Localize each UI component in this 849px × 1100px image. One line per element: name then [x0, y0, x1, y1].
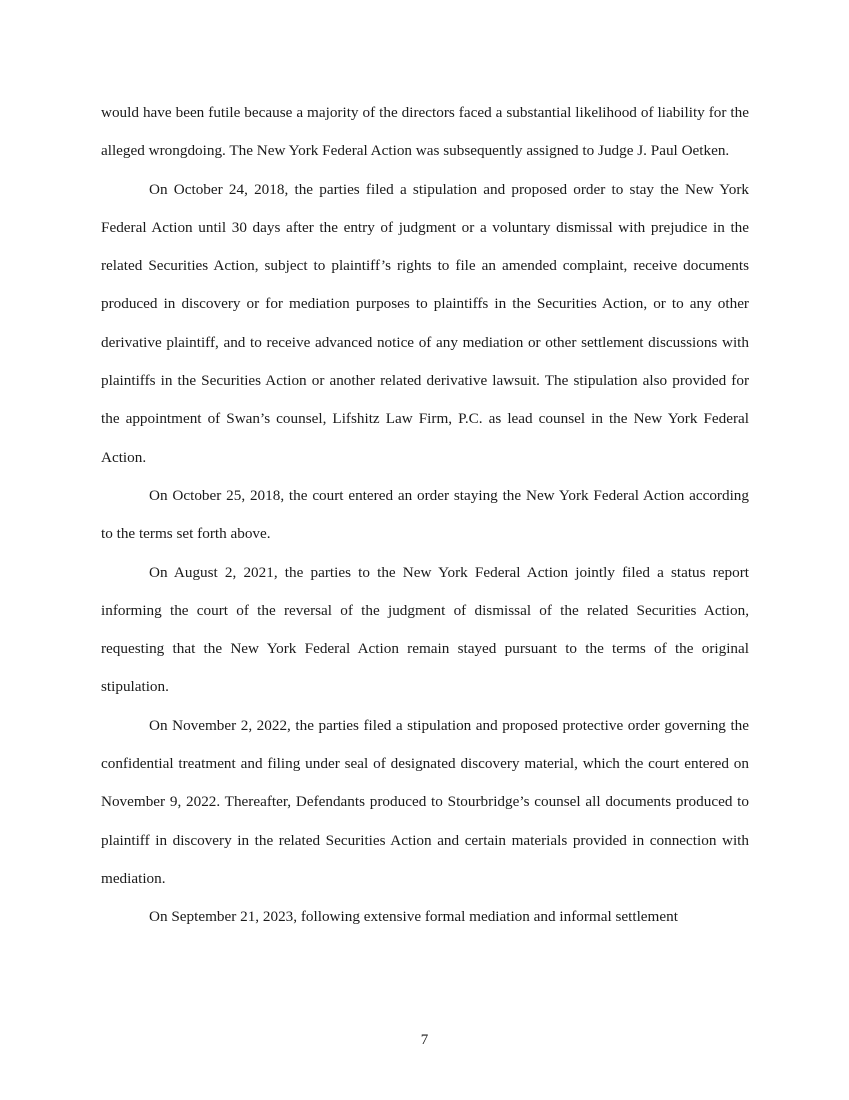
paragraph-mediation: On September 21, 2023, following extensive formal mediation and informal settlement	[149, 908, 678, 926]
paragraph-status-report: On August 2, 2021, the parties to the New York Federal Action jointly filed a status report informing the court of the reversal of the judgment of dismissal of the related Securities Action, requesting that the New York Federal Action remain stayed pursuant to the terms of the original stipulation.	[101, 563, 749, 696]
paragraph-stay-stipulation: On October 24, 2018, the parties filed a stipulation and proposed order to stay the New York Federal Action until 30 days after the entry of judgment or a voluntary dismissal with prejudice in the related Securities Action, subject to plaintiff’s rights to file an amended complaint, receive documents produced in discovery or for mediation purposes to plaintiffs in the Securities Action, or to any other derivative plaintiff, and to receive advanced notice of any mediation or other settlement discussions with plaintiffs in the Securities Action or another related derivative lawsuit. The stipulation also provided for the appointment of Swan’s counsel, Lifshitz Law Firm, P.C. as lead counsel in the New York Federal Action.	[101, 180, 749, 466]
paragraph-protective-order: On November 2, 2022, the parties filed a stipulation and proposed protective order governing the confidential treatment and filing under seal of designated discovery material, which the court entered on November 9, 2022. Thereafter, Defendants produced to Stourbridge’s counsel all documents produced to plaintiff in discovery in the related Securities Action and certain materials provided in connection with mediation.	[101, 716, 749, 887]
page-number: 7	[420, 1032, 429, 1048]
paragraph-continuation: would have been futile because a majority of the directors faced a substantial likelihood of liability for the alleged wrongdoing. The New York Federal Action was subsequently assigned to Judge J. Paul Oetken.	[101, 104, 749, 160]
document-body	[101, 94, 749, 937]
paragraph-stay-order: On October 25, 2018, the court entered an order staying the New York Federal Action according to the terms set forth above.	[101, 486, 749, 543]
